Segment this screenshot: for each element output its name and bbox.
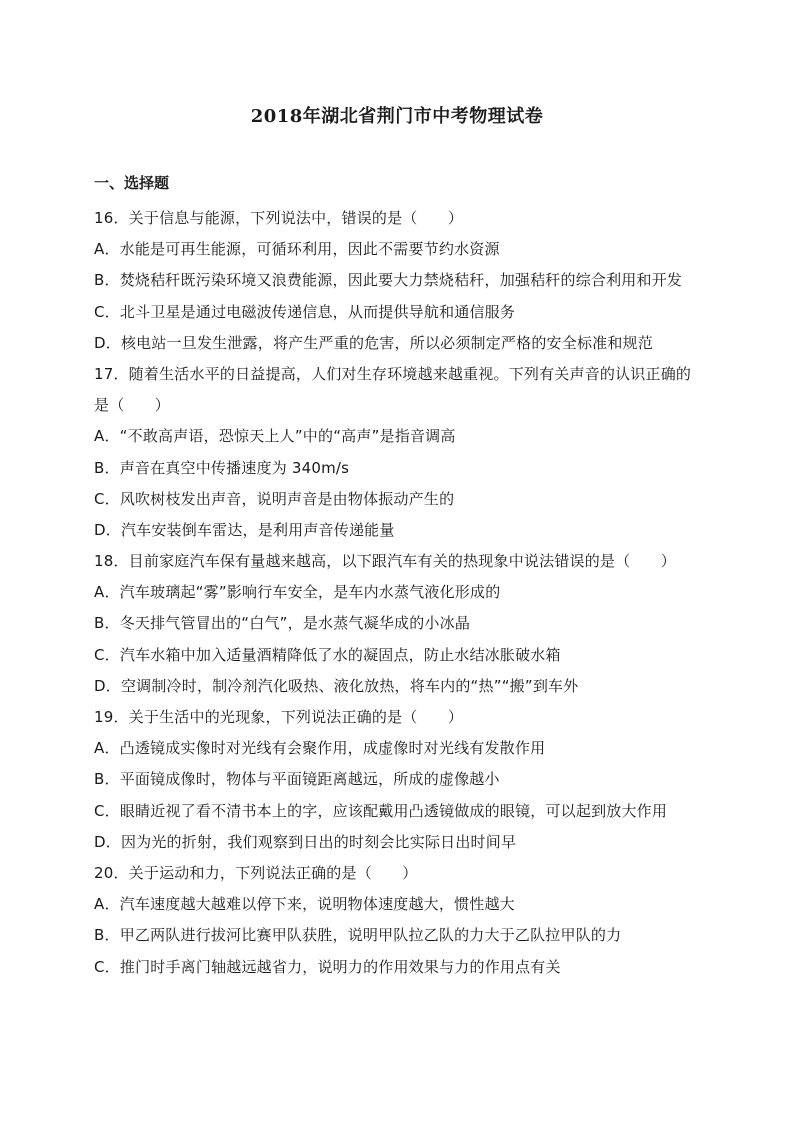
option-b: B．平面镜成像时，物体与平面镜距离越远，所成的虚像越小 bbox=[94, 770, 500, 789]
option-a: A．汽车玻璃起“雾”影响行车安全，是车内水蒸气液化形成的 bbox=[94, 583, 501, 602]
question-list bbox=[94, 203, 706, 983]
page-title: 2018年湖北省荆门市中考物理试卷 bbox=[250, 106, 544, 127]
question-18 bbox=[94, 546, 706, 702]
option-b: B．甲乙两队进行拔河比赛甲队获胜，说明甲队拉乙队的力大于乙队拉甲队的力 bbox=[94, 926, 622, 945]
option-b: B．冬天排气管冒出的“白气”，是水蒸气凝华成的小冰晶 bbox=[94, 614, 471, 633]
option-a: A．汽车速度越大越难以停下来，说明物体速度越大，惯性越大 bbox=[94, 895, 515, 914]
question-stem: 19．关于生活中的光现象，下列说法正确的是（ ） bbox=[94, 708, 464, 727]
option-c: C．北斗卫星是通过电磁波传递信息，从而提供导航和通信服务 bbox=[94, 302, 516, 321]
option-d: D．汽车安装倒车雷达，是利用声音传递能量 bbox=[94, 520, 395, 539]
option-d: D．核电站一旦发生泄露，将产生严重的危害，所以必须制定严格的安全标准和规范 bbox=[94, 333, 653, 352]
option-a: A．“不敢高声语，恐惊天上人”中的“高声”是指音调高 bbox=[94, 427, 456, 446]
option-c: C．风吹树枝发出声音，说明声音是由物体振动产生的 bbox=[94, 489, 455, 508]
option-b: B．焚烧秸秆既污染环境又浪费能源，因此要大力禁烧秸秆，加强秸秆的综合利用和开发 bbox=[94, 271, 683, 290]
question-19 bbox=[94, 702, 706, 858]
option-c: C．汽车水箱中加入适量酒精降低了水的凝固点，防止水结冰胀破水箱 bbox=[94, 645, 561, 664]
question-stem: 20．关于运动和力，下列说法正确的是（ ） bbox=[94, 863, 418, 882]
question-stem: 17．随着生活水平的日益提高，人们对生存环境越来越重视。下列有关声音的认识正确的是（ ） bbox=[94, 364, 692, 415]
question-16 bbox=[94, 203, 706, 359]
option-d: D．空调制冷时，制冷剂汽化吸热、液化放热，将车内的“热”“搬”到车外 bbox=[94, 676, 579, 695]
option-c: C．眼睛近视了看不清书本上的字，应该配戴用凸透镜做成的眼镜，可以起到放大作用 bbox=[94, 801, 668, 820]
question-20 bbox=[94, 858, 706, 983]
option-a: A．凸透镜成实像时对光线有会聚作用，成虚像时对光线有发散作用 bbox=[94, 739, 546, 758]
option-d: D．因为光的折射，我们观察到日出的时刻会比实际日出时间早 bbox=[94, 832, 517, 851]
option-a: A．水能是可再生能源，可循环利用，因此不需要节约水资源 bbox=[94, 240, 500, 259]
option-c: C．推门时手离门轴越远越省力，说明力的作用效果与力的作用点有关 bbox=[94, 957, 561, 976]
question-stem: 18．目前家庭汽车保有量越来越高，以下跟汽车有关的热现象中说法错误的是（ ） bbox=[94, 552, 676, 571]
option-b: B．声音在真空中传播速度为 340m/s bbox=[94, 458, 350, 477]
question-stem: 16．关于信息与能源，下列说法中，错误的是（ ） bbox=[94, 209, 464, 227]
section-heading: 一、选择题 bbox=[94, 174, 170, 192]
question-17 bbox=[94, 359, 706, 546]
